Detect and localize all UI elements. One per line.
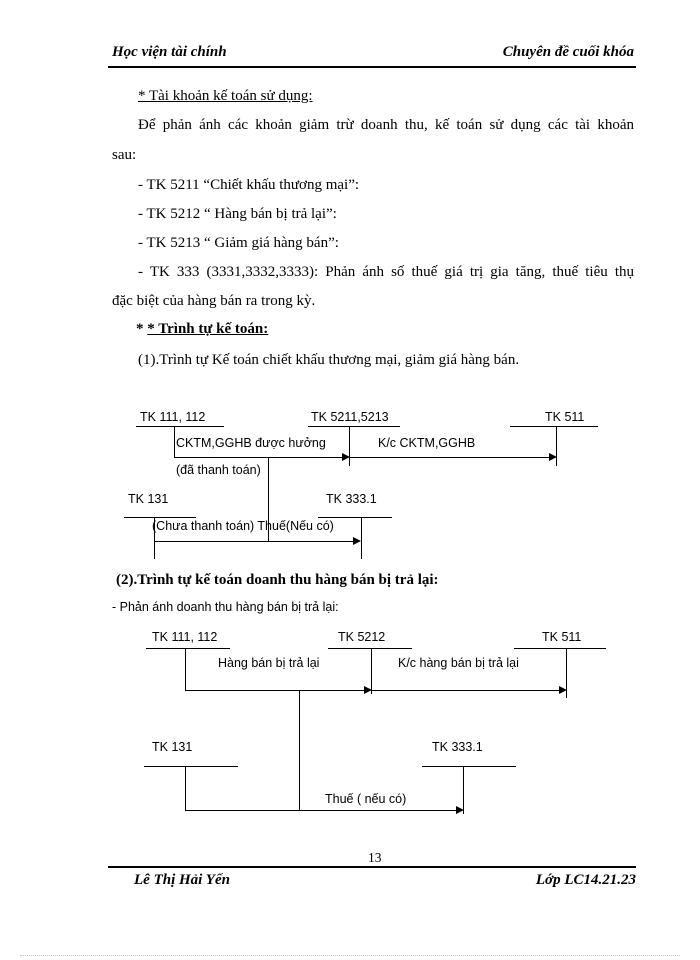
page-bottom-divider — [20, 955, 680, 956]
d1-t-account-131 — [124, 517, 196, 518]
footer-rule — [108, 866, 636, 868]
procedure-title: * * Trình tự kế toán: — [136, 321, 269, 337]
d2-arrowhead-3 — [456, 806, 464, 814]
d2-account-111: TK 111, 112 — [152, 630, 218, 644]
d2-account-5212: TK 5212 — [338, 630, 386, 644]
d2-arrow-line-2 — [371, 690, 559, 691]
d2-vline-tax — [299, 690, 300, 810]
accounts-intro-line1: Để phản ánh các khoản giảm trừ doanh thu, kế toán sử dụng các tài khoản — [138, 117, 634, 133]
d2-account-511: TK 511 — [542, 630, 582, 644]
d2-arrow-line-3 — [185, 810, 456, 811]
account-item: - TK 5213 “ Giảm giá hàng bán”: — [138, 235, 339, 251]
footer-right: Lớp LC14.21.23 — [535, 872, 636, 888]
accounts-intro-line2: sau: — [112, 147, 137, 163]
d2-account-3331: TK 333.1 — [432, 740, 483, 754]
d1-label-unpaid: (Chưa thanh toán) Thuế(Nếu có) — [152, 519, 334, 533]
d1-account-5211: TK 5211,5213 — [311, 410, 389, 424]
d2-t-account-3331 — [422, 766, 516, 767]
d1-account-111: TK 111, 112 — [140, 410, 206, 424]
header-rule — [108, 66, 636, 68]
d2-vline-131 — [185, 766, 186, 810]
d1-arrowhead-2 — [549, 453, 557, 461]
procedure-sub2: (2).Trình tự kế toán doanh thu hàng bán bị trả lại: — [116, 572, 439, 588]
account-item: - TK 5211 “Chiết khấu thương mại”: — [138, 177, 360, 193]
header-left: Học viện tài chính — [112, 44, 227, 60]
d1-vline-3331 — [361, 517, 362, 559]
d1-t-account-5211 — [308, 426, 400, 427]
d2-t-account-111 — [146, 648, 230, 649]
page-number: 13 — [368, 850, 382, 865]
d1-t-account-111 — [136, 426, 224, 427]
tk333-line2: đặc biệt của hàng bán ra trong kỳ. — [112, 293, 316, 309]
d2-arrow-line-1 — [185, 690, 364, 691]
procedure-title-text: * Trình tự kế toán: — [147, 321, 269, 337]
d1-label-kc: K/c CKTM,GGHB — [378, 436, 476, 450]
d1-arrow-line-1 — [174, 457, 342, 458]
header-right: Chuyên đề cuối khóa — [502, 44, 634, 60]
d1-t-account-3331 — [318, 517, 392, 518]
d2-label-tax: Thuế ( nếu có) — [325, 792, 407, 806]
d1-vline-111 — [174, 426, 175, 458]
procedure-sub1: (1).Trình tự Kế toán chiết khấu thương mại, giảm giá hàng bán. — [138, 352, 520, 368]
accounts-title: * Tài khoản kế toán sử dụng: — [138, 88, 313, 104]
d1-label-cktm: CKTM,GGHB được hưởng — [176, 436, 326, 450]
d1-arrowhead-3 — [353, 537, 361, 545]
procedure-sub2-note: - Phản ánh doanh thu hàng bán bị trả lại: — [112, 600, 339, 614]
d1-t-account-511 — [510, 426, 598, 427]
account-item: - TK 5212 “ Hàng bán bị trả lại”: — [138, 206, 337, 222]
d2-vline-111 — [185, 648, 186, 690]
d2-t-account-511 — [514, 648, 606, 649]
d2-t-account-5212 — [328, 648, 412, 649]
d2-account-131: TK 131 — [152, 740, 193, 754]
tk333-line1: - TK 333 (3331,3332,3333): Phản ánh số thuế giá trị gia tăng, thuế tiêu thụ — [138, 264, 634, 280]
d1-account-511: TK 511 — [545, 410, 585, 424]
d1-label-paid: (đã thanh toán) — [176, 463, 261, 477]
d1-account-131: TK 131 — [128, 492, 169, 506]
d2-t-account-131 — [144, 766, 238, 767]
d1-arrow-line-2 — [349, 457, 549, 458]
d2-label-kc: K/c hàng bán bị trả lại — [398, 656, 519, 670]
d2-arrowhead-2 — [559, 686, 567, 694]
d1-account-3331: TK 333.1 — [326, 492, 377, 506]
footer-left: Lê Thị Hải Yến — [134, 872, 230, 888]
d1-arrow-line-3 — [154, 541, 353, 542]
d2-label-return: Hàng bán bị trả lại — [218, 656, 320, 670]
